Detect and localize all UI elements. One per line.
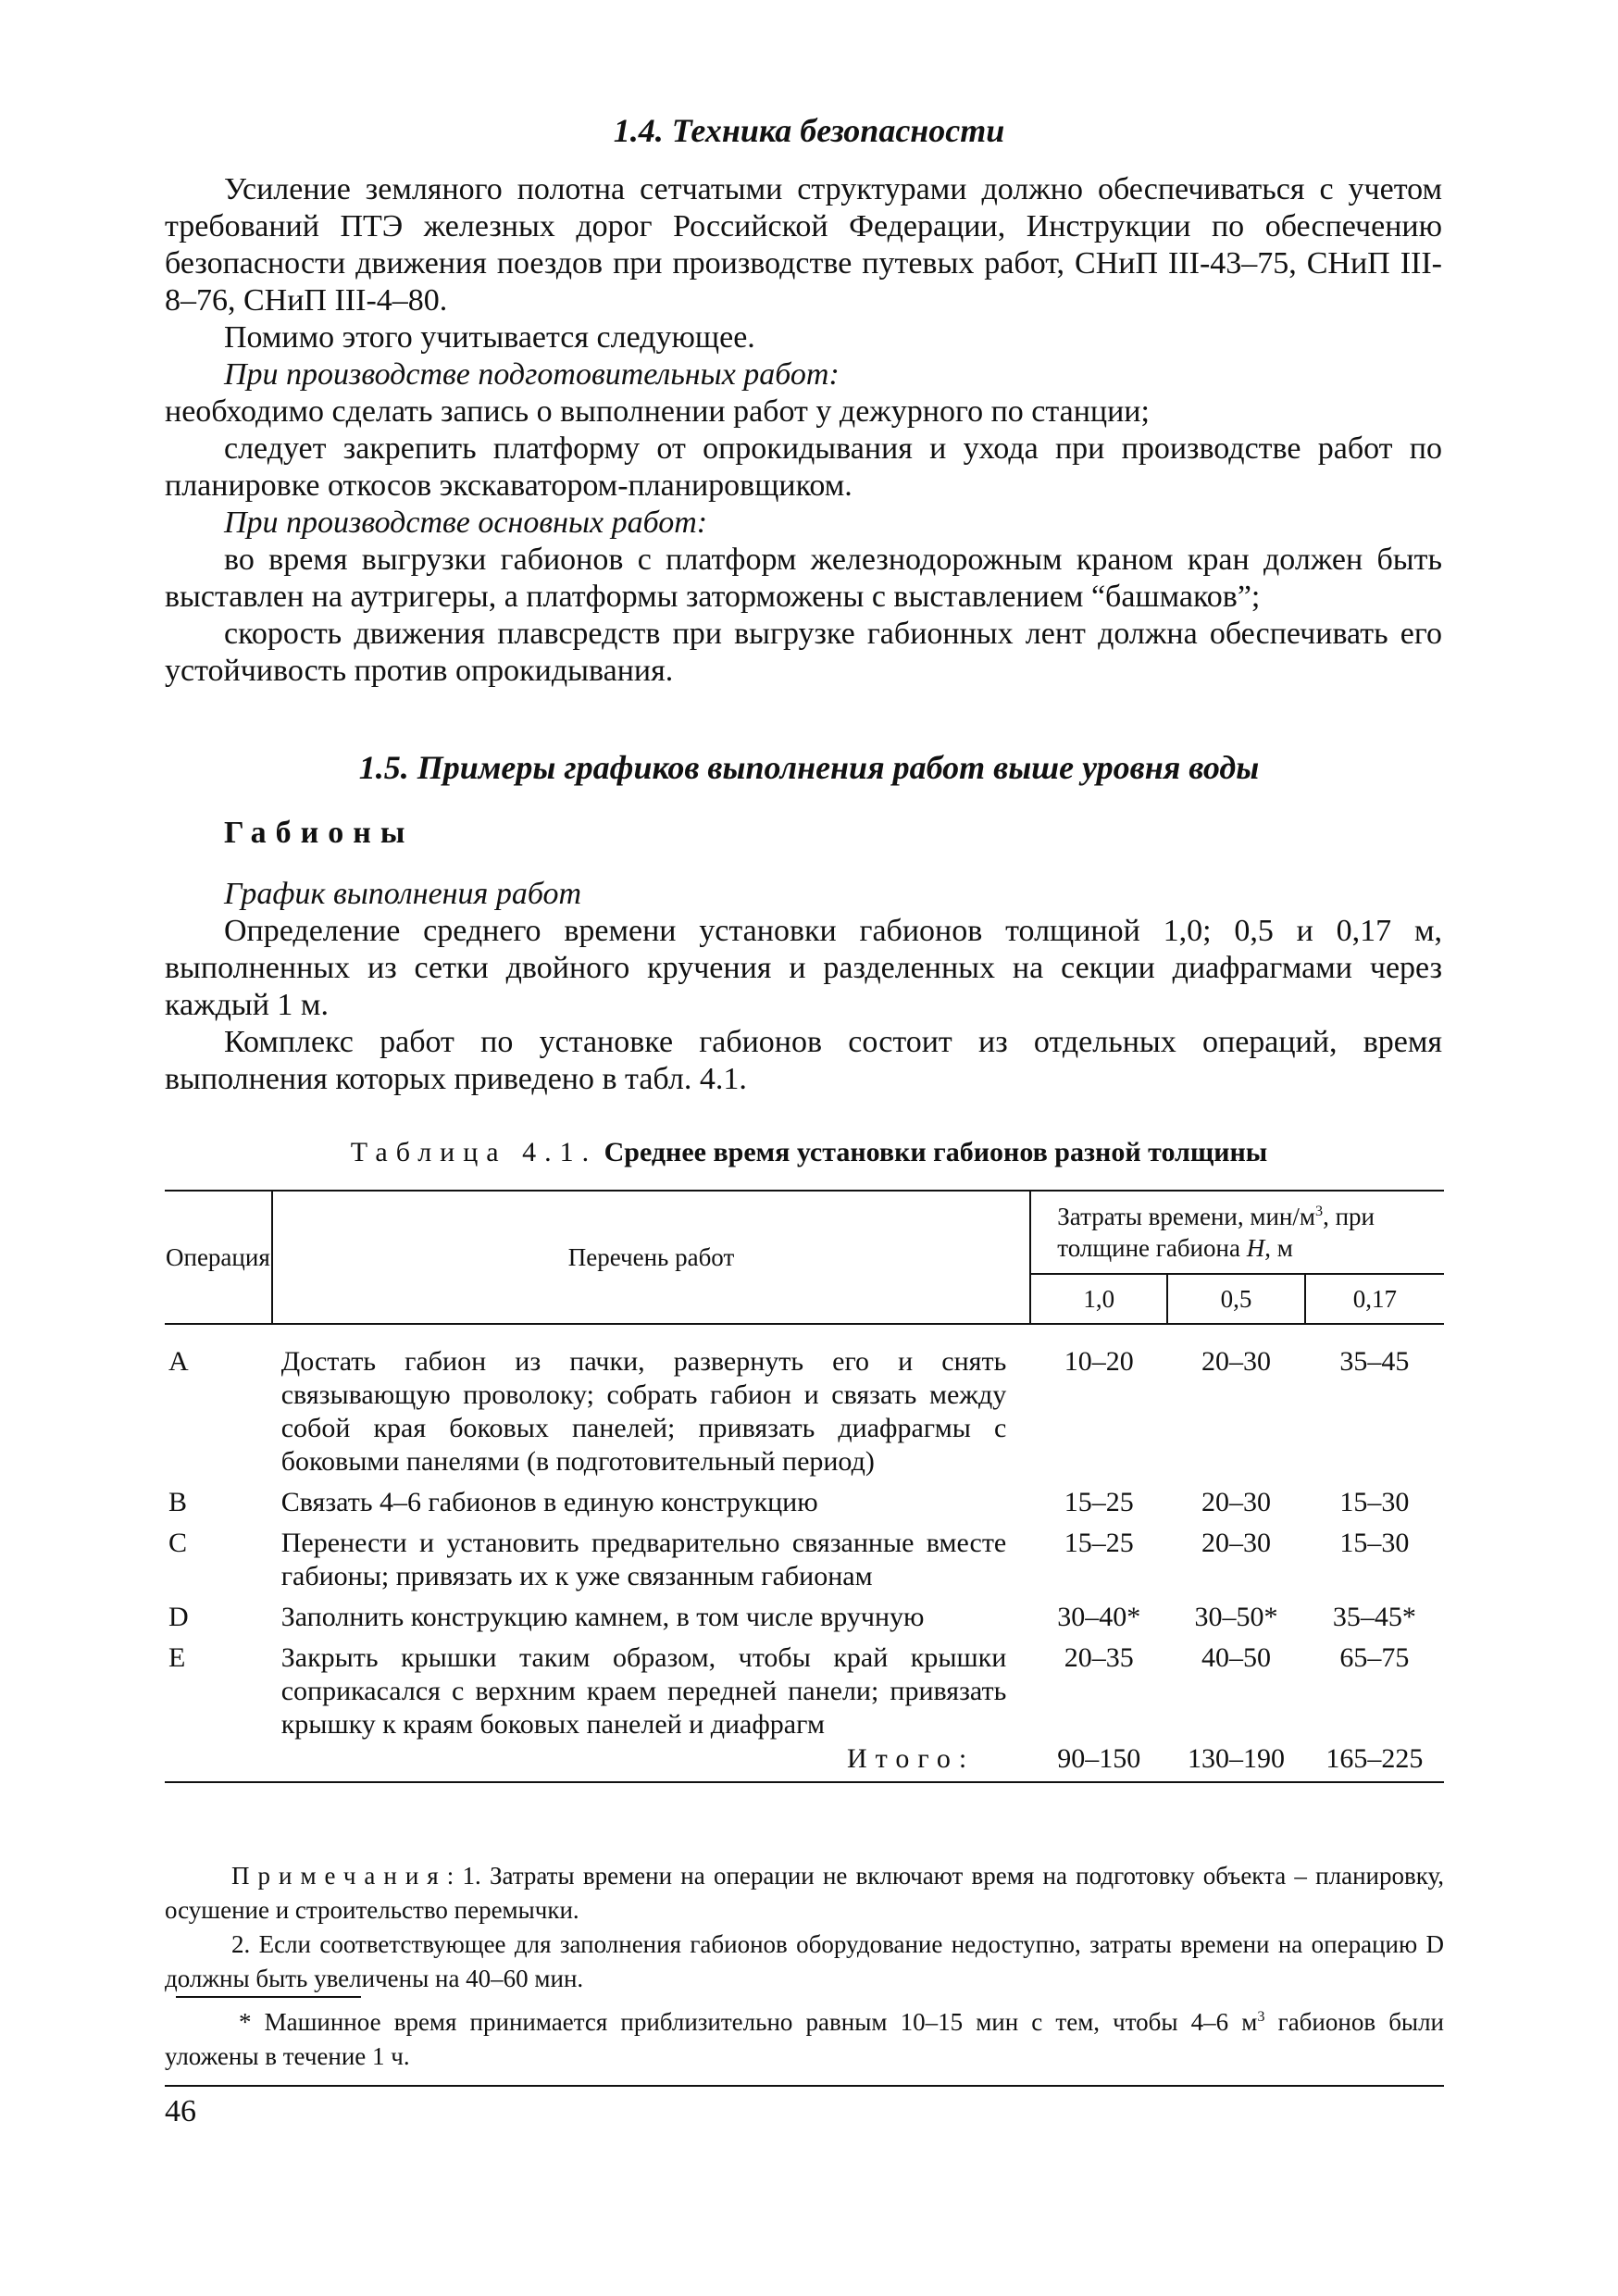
time-value: 20–35 [1064, 1642, 1134, 1673]
total-value: 130–190 [1188, 1743, 1285, 1774]
time-value: 30–40* [1057, 1602, 1141, 1632]
paragraph: Помимо этого учитывается следующее. [224, 320, 755, 355]
section-heading-1-5: 1.5. Примеры графиков выполнения работ выше уровня воды [358, 749, 1260, 786]
paragraph: Усиление земляного полотна сетчатыми структурами должно обеспечиваться с учетом требований ПТЭ железных дорог Российской Федерации, Инструкции по обеспечению безопасности движения поездов при производстве путевых работ, СНиП III-43–75, СНиП III-8–76, СНиП III-4–80. [165, 172, 1442, 318]
operation-code: C [168, 1528, 188, 1558]
table-caption-title: Среднее время установки габионов разной толщины [604, 1137, 1268, 1167]
header-time [1030, 1191, 1444, 1274]
header-thickness-2: 0,5 [1167, 1274, 1304, 1324]
time-value: 40–50 [1201, 1642, 1271, 1673]
header-works: Перечень работ [272, 1191, 1031, 1324]
header-time-b: , при толщине габиона [1057, 1203, 1375, 1262]
section-heading-1-4: 1.4. Техника безопасности [613, 112, 1005, 149]
paragraph: Определение среднего времени установки габионов толщиной 1,0; 0,5 и 0,17 м, выполненных из сетки двойного кручения и разделенных на секции диафрагмами через каждый 1 м. [165, 914, 1442, 1022]
notes [165, 1859, 1444, 1996]
work-description: Связать 4–6 габионов в единую конструкцию [280, 1487, 818, 1517]
note-1-text: : 1. Затраты времени на операции не включают время на подготовку объекта – планировку, осушение и строительство перемычки. [165, 1862, 1444, 1924]
section-1-4-body [165, 171, 1442, 690]
notes-label: Примечания [231, 1862, 447, 1890]
time-value: 20–30 [1201, 1528, 1271, 1558]
operations-table [165, 1190, 1444, 1783]
header-time-sup: 3 [1314, 1203, 1324, 1219]
paragraph: При производстве основных работ: [224, 505, 708, 540]
paragraph: во время выгрузки габионов с платформ железнодорожным краном кран должен быть выставлен на аутригеры, а платформы заторможены с выставлением “башмаков”; [165, 543, 1442, 614]
paragraph: необходимо сделать запись о выполнении работ у дежурного по станции; [165, 394, 1150, 429]
time-value: 30–50* [1194, 1602, 1278, 1632]
operation-code: A [168, 1346, 189, 1377]
footnote-text-a: * Машинное время принимается приблизительно равным 10–15 мин с тем, чтобы 4–6 м [239, 2008, 1258, 2036]
header-operation: Операция [165, 1191, 272, 1324]
page-number: 46 [165, 2094, 196, 2128]
note-2: 2. Если соответствующее для заполнения габионов оборудование недоступно, затраты времени на операцию D должны быть увеличены на 40–60 мин. [165, 1930, 1444, 1992]
time-value: 20–30 [1201, 1346, 1271, 1377]
table-row [165, 1597, 1444, 1638]
total-value: 165–225 [1326, 1743, 1424, 1774]
footnote-sup: 3 [1257, 2008, 1265, 2025]
note-1 [165, 1859, 1444, 1928]
footnote-divider [176, 1996, 361, 1998]
paragraph: График выполнения работ [224, 877, 582, 911]
footnote-text [165, 2005, 1444, 2074]
time-value: 35–45* [1332, 1602, 1416, 1632]
subheading: Габионы [224, 816, 415, 850]
paragraph: Комплекс работ по установке габионов состоит из отдельных операций, время выполнения которых приведено в табл. 4.1. [165, 1025, 1442, 1096]
paragraph: скорость движения плавсредств при выгрузке габионных лент должна обеспечивать его устойчивость против опрокидывания. [165, 617, 1442, 688]
work-description: Закрыть крышки таким образом, чтобы край крышки соприкасался с верхним краем передней панели; привязать крышку к краям боковых панелей и диафрагм [280, 1642, 1007, 1740]
header-time-c: , м [1264, 1234, 1293, 1262]
work-description: Перенести и установить предварительно связанные вместе габионы; привязать их к уже связанным габионам [280, 1528, 1007, 1591]
header-time-a: Затраты времени, мин/м [1057, 1203, 1315, 1230]
footnote-text-b: габионов были уложены в течение 1 ч. [165, 2008, 1444, 2070]
table-row [165, 1482, 1444, 1523]
bottom-rule [165, 2085, 1444, 2087]
time-value: 35–45 [1339, 1346, 1410, 1377]
time-value: 65–75 [1339, 1642, 1410, 1673]
header-thickness-3: 0,17 [1305, 1274, 1444, 1324]
total-label: Итого: [846, 1742, 976, 1774]
time-value: 15–30 [1339, 1487, 1410, 1517]
table-caption-label: Таблица 4.1. [350, 1137, 598, 1167]
time-value: 10–20 [1064, 1346, 1134, 1377]
total-value: 90–150 [1057, 1743, 1141, 1774]
table-row [165, 1324, 1444, 1482]
work-description: Заполнить конструкцию камнем, в том числе вручную [280, 1602, 925, 1632]
paragraph: При производстве подготовительных работ: [224, 357, 840, 392]
header-time-h: H [1246, 1234, 1265, 1262]
operation-code: D [168, 1602, 189, 1632]
section-1-5-body [165, 815, 1442, 1098]
operation-code: B [168, 1487, 188, 1517]
table-caption [0, 1137, 1618, 1168]
time-value: 15–30 [1339, 1528, 1410, 1558]
time-value: 15–25 [1064, 1487, 1134, 1517]
table-row [165, 1638, 1444, 1741]
time-value: 20–30 [1201, 1487, 1271, 1517]
footnote [165, 2005, 1444, 2074]
time-value: 15–25 [1064, 1528, 1134, 1558]
work-description: Достать габион из пачки, развернуть его и снять связывающую проволоку; собрать габион и связать между собой края боковых панелей; привязать диафрагмы с боковыми панелями (в подготовительный период) [280, 1346, 1007, 1477]
operation-code: E [168, 1642, 186, 1673]
header-thickness-1: 1,0 [1030, 1274, 1167, 1324]
table-row [165, 1523, 1444, 1597]
paragraph: следует закрепить платформу от опрокидывания и ухода при производстве работ по планировке откосов экскаватором-планировщиком. [165, 431, 1442, 503]
total-row [165, 1741, 1444, 1782]
